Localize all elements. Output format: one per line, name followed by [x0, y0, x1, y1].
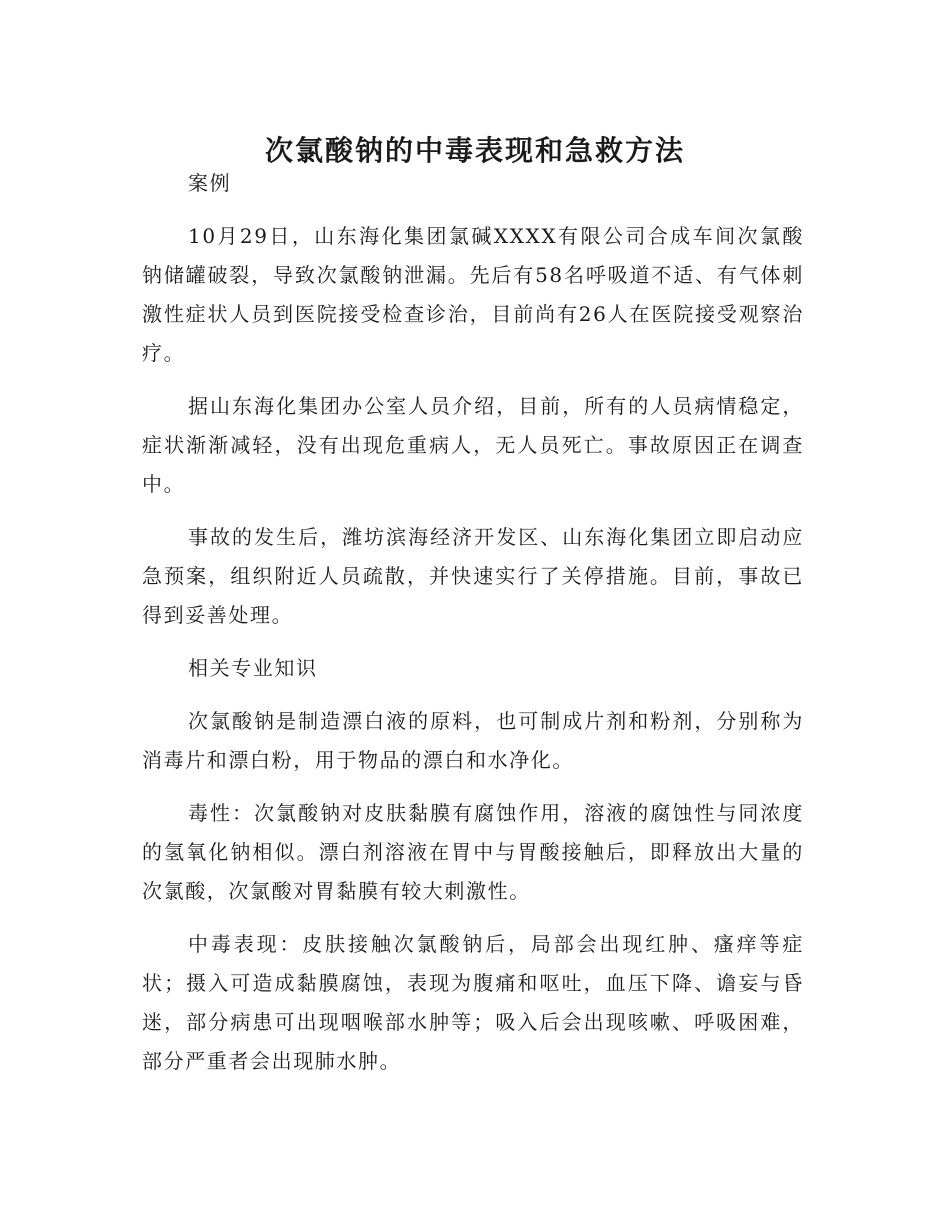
paragraph-toxicity: 毒性：次氯酸钠对皮肤黏膜有腐蚀作用，溶液的腐蚀性与同浓度的氢氧化钠相似。漂白剂溶液在胃中与胃酸接触后，即释放出大量的次氯酸，次氯酸对胃黏膜有较大刺激性。 [142, 801, 804, 903]
paragraph-description: 次氯酸钠是制造漂白液的原料，也可制成片剂和粉剂，分别称为消毒片和漂白粉，用于物品的漂白和水净化。 [142, 709, 804, 772]
paragraph-status: 据山东海化集团办公室人员介绍，目前，所有的人员病情稳定，症状渐渐减轻，没有出现危重病人，无人员死亡。事故原因正在调查中。 [142, 394, 804, 496]
paragraph-response: 事故的发生后，潍坊滨海经济开发区、山东海化集团立即启动应急预案，组织附近人员疏散，并快速实行了关停措施。目前，事故已得到妥善处理。 [142, 525, 804, 627]
document-body [142, 164, 804, 1095]
document-title: 次氯酸钠的中毒表现和急救方法 [264, 133, 685, 167]
section-heading-case: 案例 [188, 171, 232, 195]
paragraph-incident: 10月29日，山东海化集团氯碱XXXX有限公司合成车间次氯酸钠储罐破裂，导致次氯酸钠泄漏。先后有58名呼吸道不适、有气体刺激性症状人员到医院接受检查诊治，目前尚有26人在医院接受观察治疗。 [142, 224, 804, 365]
paragraph-symptoms: 中毒表现：皮肤接触次氯酸钠后，局部会出现红肿、瘙痒等症状；摄入可造成黏膜腐蚀，表现为腹痛和呕吐，血压下降、谵妄与昏迷，部分病患可出现咽喉部水肿等；吸入后会出现咳嗽、呼吸困难，部分严重者会出现肺水肿。 [142, 932, 804, 1073]
section-heading-knowledge: 相关专业知识 [188, 656, 318, 680]
